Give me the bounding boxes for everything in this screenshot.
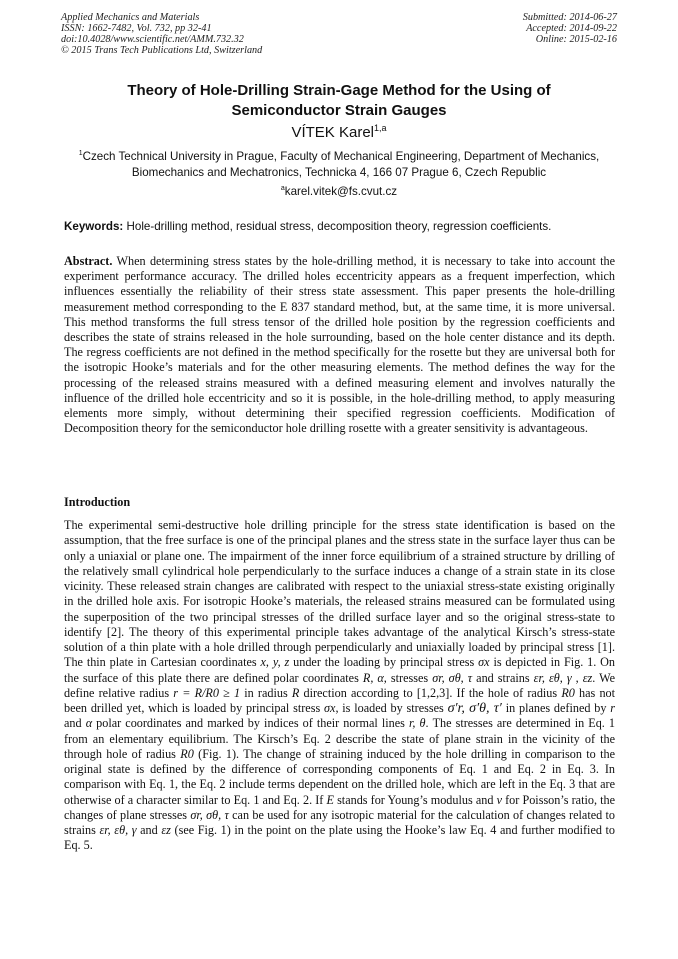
cartesian-coords: x, y, z bbox=[260, 655, 290, 670]
stress-symbols: σr, σθ, τ bbox=[432, 670, 473, 685]
sigma-x-symbol: σx bbox=[324, 701, 336, 715]
author-name: VÍTEK Karel bbox=[291, 124, 374, 141]
intro-text: can be used for any isotropic material for the calculation of changes related to strains bbox=[64, 807, 616, 837]
r-theta-symbols: r, θ bbox=[408, 716, 426, 731]
introduction-paragraph bbox=[64, 518, 615, 854]
affiliation bbox=[64, 149, 614, 180]
abstract bbox=[64, 254, 615, 436]
alpha-symbol: α bbox=[85, 716, 93, 731]
hole-radius-symbol: R0 bbox=[561, 685, 575, 700]
intro-text: and bbox=[140, 823, 158, 837]
intro-text: and strains bbox=[476, 670, 530, 685]
keywords-label: Keywords: bbox=[64, 220, 124, 233]
intro-text: for Poisson’s ratio, the changes of plane stresses bbox=[64, 792, 616, 822]
title-line-2: Semiconductor Strain Gauges bbox=[231, 101, 447, 119]
sigma-x-symbol: σx bbox=[478, 655, 490, 670]
abstract-text: When determining stress states by the hole-drilling method, it is necessary to take into account the experiment performance accuracy. The drilled holes eccentricity appears as a frequent imperfection, which influences essentially the reliability of their stress state assessment. This paper presents the hole-drilling measurement method corresponding to the E 837 standard method, but, at the same time, it is more universal. This method transforms the full stress tensor of the drilled hole position by the regression coefficients and describes the state of strains released in the hole surrounding, based on the hole center distance and its depth. The regress coefficients are not defined in the method specifically for the rosette but they are universal both for the isotropic Hooke’s materials and for the other measuring elements. The method defines the way for the processing of the released strains measured with a defined measuring element and involves naturally the influence of the drilled hole eccentricity and so it is possible, in the hole-drilling method, to apply measuring elements more simply, without determining their specified regression coefficients. Modification of Decomposition theory for the semiconductor hole drilling rosette with a greater sensitivity is advantageous. bbox=[64, 254, 615, 436]
intro-text: in radius bbox=[244, 685, 288, 700]
intro-text: and bbox=[64, 716, 82, 731]
submission-dates bbox=[523, 13, 617, 46]
keywords bbox=[64, 220, 620, 234]
strain-symbols: εr, εθ, γ , εz bbox=[533, 670, 593, 685]
radius-symbol: R bbox=[291, 685, 300, 700]
ez-symbol: εz bbox=[161, 823, 171, 837]
stress-symbols: σr, σθ, τ bbox=[190, 807, 229, 822]
intro-text: polar coordinates and marked by indices of their normal lines bbox=[96, 716, 405, 731]
intro-text: in planes defined by bbox=[505, 701, 607, 715]
intro-text: is depicted in Fig. 1. On the surface of this plate there are defined polar coordinates bbox=[64, 655, 616, 685]
email bbox=[60, 185, 618, 199]
paper-title bbox=[60, 81, 618, 120]
intro-text: under the loading by principal stress bbox=[293, 655, 475, 670]
strain-symbols: εr, εθ, γ bbox=[99, 823, 137, 837]
primed-stress-symbols: σ′r, σ′θ, τ′ bbox=[447, 701, 502, 716]
affiliation-mark: 1 bbox=[78, 150, 83, 158]
intro-text: has not been drilled yet, which is loaded by principal stress bbox=[64, 685, 616, 715]
email-address: karel.vitek@fs.cvut.cz bbox=[284, 185, 398, 198]
doi-line: doi:10.4028/www.scientific.net/AMM.732.32 bbox=[61, 33, 244, 45]
intro-text: The experimental semi-destructive hole drilling principle for the stress state identification is based on the assumption, that the free surface is one of the principal planes and the stress state in the surface layer thus can be only a uniaxial or plane one. The impairment of the inner force equilibrium of a strained structure by drilling of the relatively small cylindrical hole perpendicularly to the surface induces a change of a strain state in its close vicinity. These released strain changes are calibrated with respect to the uniaxial stress-state existing originally in the drilled hole axis. For isotropic Hooke’s materials, the released strains measured can be formulated using the superposition of the two principal stresses of the drilled surface layer and so the original stress-state to identify [2]. The theory of this experimental principle takes advantage of the analytical Kirsch’s stress-state solution of a thin plate with a hole drilled through perpendicularly and uniaxially loaded by principal stress [1]. The thin plate in Cartesian coordinates bbox=[64, 518, 615, 670]
intro-text: . The stresses are determined in Eq. 1 from an elementary equilibrium. The Kirsch’s Eq. 2 describe the state of plane strain in the vicinity of the through hole of radius bbox=[64, 716, 616, 761]
abstract-label: Abstract. bbox=[64, 254, 113, 268]
submitted-date: Submitted: 2014-06-27 bbox=[522, 12, 617, 23]
affiliation-text: Czech Technical University in Prague, Faculty of Mechanical Engineering, Department of Mechanics, Biomechanics and Mechatronics, Technicka 4, 166 07 Prague 6, Czech Republic bbox=[82, 150, 600, 179]
nu-symbol: ν bbox=[496, 792, 502, 807]
hole-radius-symbol: R0 bbox=[180, 746, 194, 761]
title-line-1: Theory of Hole-Drilling Strain-Gage Method for the Using of bbox=[127, 82, 551, 99]
polar-coords: R, α, bbox=[362, 670, 387, 685]
intro-text: direction according to [1,2,3]. If the hole of radius bbox=[303, 685, 558, 700]
intro-text: (Fig. 1). The change of straining induced by the hole drilling in comparison to the original state is defined by the difference of corresponding components of Eq. 1 and Eq. 2 in Eq. 3. In comparison with Eq. 1, the Eq. 2 include terms dependent on the drilled hole, which are left in the Eq. 3 that are otherwise of a character similar to Eq. 1 and Eq. 2. If bbox=[64, 746, 615, 807]
relative-radius-formula: r = R/R0 ≥ 1 bbox=[173, 685, 241, 700]
copyright-line: © 2015 Trans Tech Publications Ltd, Switzerland bbox=[61, 44, 263, 56]
journal-name: Applied Mechanics and Materials bbox=[61, 12, 200, 23]
intro-text: stresses bbox=[390, 670, 429, 685]
intro-text: stands for Young’s modulus and bbox=[337, 792, 494, 807]
intro-text: , is loaded by stresses bbox=[335, 701, 444, 715]
issn-line: ISSN: 1662-7482, Vol. 732, pp 32-41 bbox=[61, 22, 212, 34]
author-affiliation-mark: 1,a bbox=[374, 123, 387, 133]
r-symbol: r bbox=[610, 701, 616, 715]
keywords-text: Hole-drilling method, residual stress, decomposition theory, regression coefficients. bbox=[126, 220, 552, 233]
intro-text: (see Fig. 1) in the point on the plate using the Hooke’s law Eq. 4 and further modified to Eq. 5. bbox=[64, 823, 616, 853]
author bbox=[60, 123, 618, 142]
intro-text: . We define relative radius bbox=[64, 670, 616, 700]
email-mark: a bbox=[280, 185, 285, 193]
journal-info bbox=[61, 13, 262, 57]
e-symbol: E bbox=[326, 792, 334, 807]
section-heading-introduction: Introduction bbox=[64, 495, 131, 509]
accepted-date: Accepted: 2014-09-22 bbox=[526, 22, 617, 34]
online-date: Online: 2015-02-16 bbox=[535, 33, 617, 45]
